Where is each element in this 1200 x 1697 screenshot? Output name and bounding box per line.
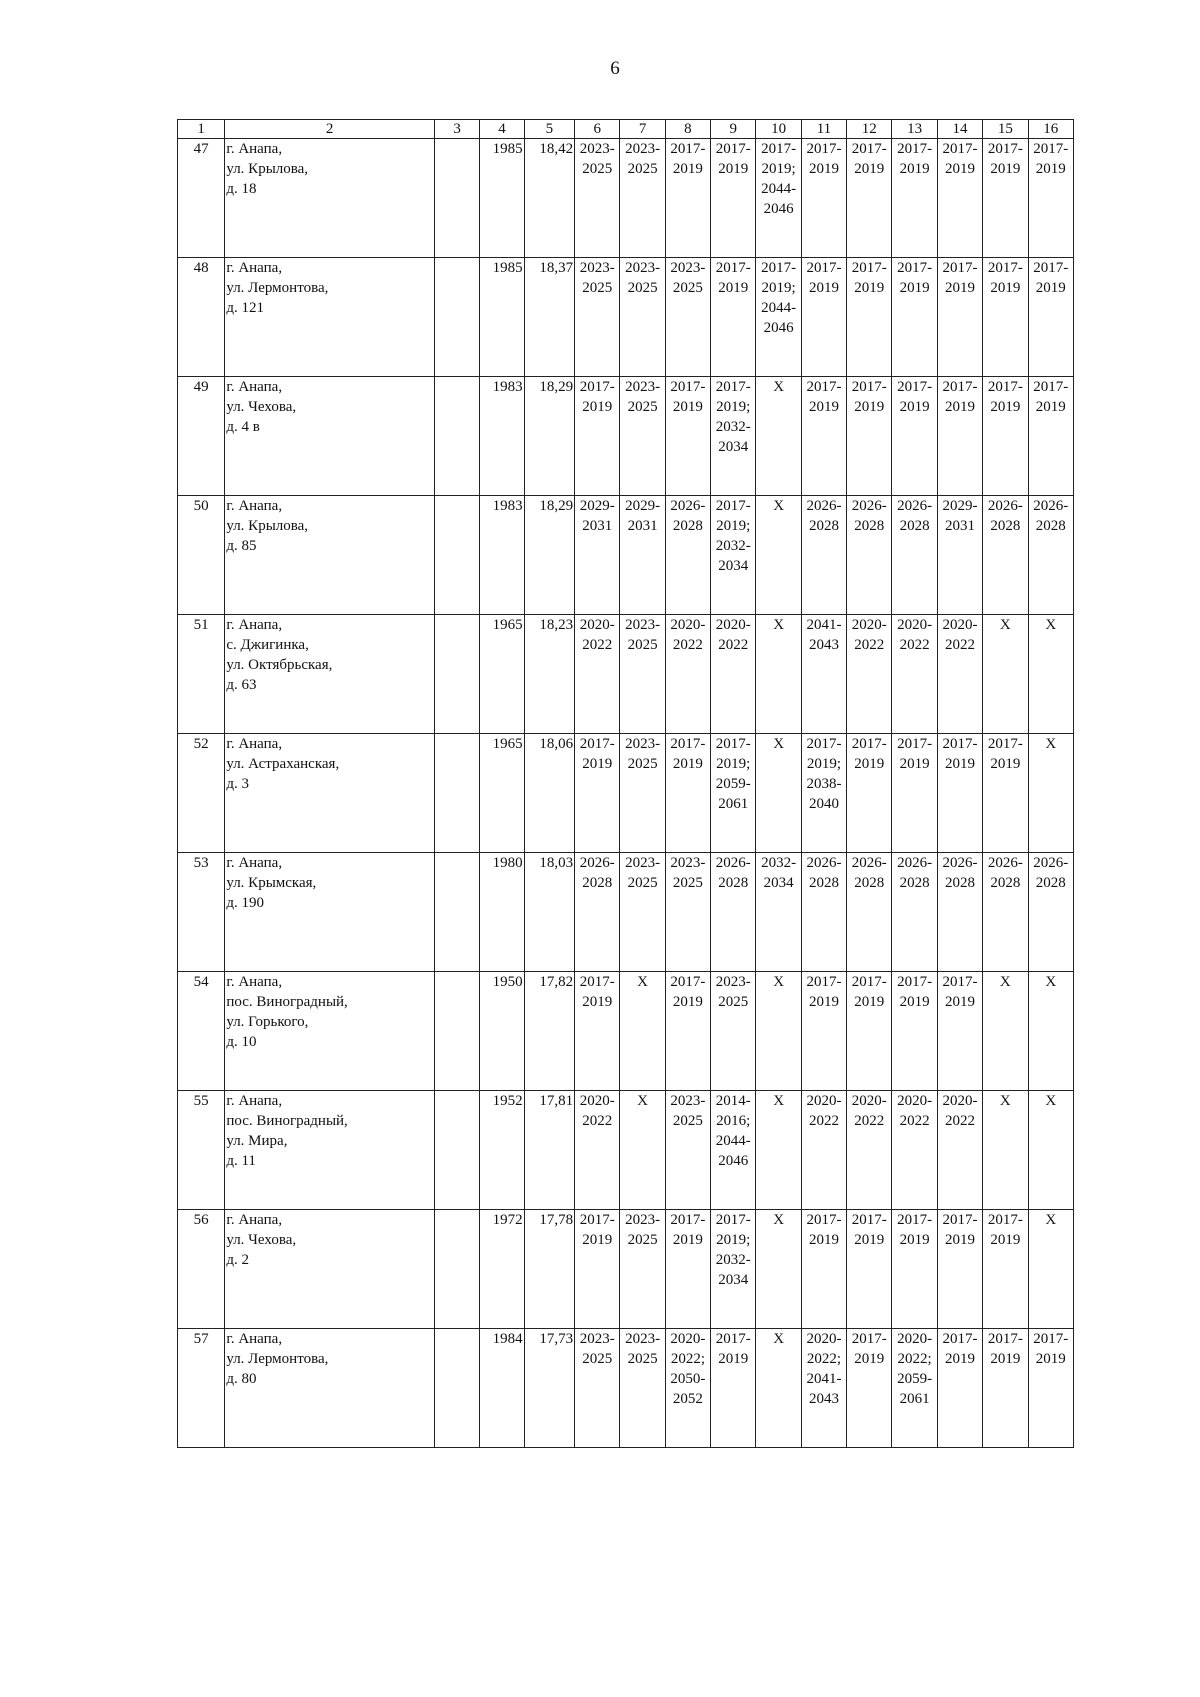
row-number: 57	[178, 1329, 225, 1448]
period-cell-col-16: 2026- 2028	[1028, 853, 1074, 972]
period-cell-col-11: 2041- 2043	[801, 615, 846, 734]
period-cell-col-13: 2017- 2019	[892, 258, 937, 377]
period-cell-col-13: 2020- 2022	[892, 1091, 937, 1210]
column-header-15: 15	[983, 120, 1028, 139]
address-line: пос. Виноградный,	[226, 1113, 348, 1129]
year-cell: 1980	[480, 853, 524, 972]
period-cell-col-13: 2017- 2019	[892, 734, 937, 853]
period-cell-col-11: 2017- 2019	[801, 139, 846, 258]
period-cell-col-6: 2023- 2025	[575, 139, 620, 258]
period-cell-col-7: 2023- 2025	[620, 377, 665, 496]
address-line: г. Анапа,	[226, 736, 283, 752]
period-cell-col-16: Х	[1028, 734, 1074, 853]
period-cell-col-7: 2023- 2025	[620, 139, 665, 258]
period-cell-col-13: 2026- 2028	[892, 853, 937, 972]
column-3-cell	[434, 496, 479, 615]
period-cell-col-13: 2017- 2019	[892, 377, 937, 496]
period-cell-col-14: 2020- 2022	[937, 615, 982, 734]
column-header-5: 5	[524, 120, 574, 139]
period-cell-col-9: 2017- 2019; 2059- 2061	[711, 734, 756, 853]
period-cell-col-8: 2017- 2019	[665, 139, 710, 258]
period-cell-col-8: 2020- 2022	[665, 615, 710, 734]
period-cell-col-7: 2023- 2025	[620, 1210, 665, 1329]
period-cell-col-8: 2026- 2028	[665, 496, 710, 615]
address-line: д. 80	[226, 1371, 257, 1387]
period-cell-col-16: 2017- 2019	[1028, 1329, 1074, 1448]
period-cell-col-13: 2026- 2028	[892, 496, 937, 615]
address-line: г. Анапа,	[226, 617, 283, 633]
period-cell-col-15: Х	[983, 972, 1028, 1091]
period-cell-col-11: 2017- 2019	[801, 972, 846, 1091]
address-line: г. Анапа,	[226, 260, 283, 276]
period-cell-col-13: 2017- 2019	[892, 972, 937, 1091]
column-3-cell	[434, 1091, 479, 1210]
period-cell-col-14: 2017- 2019	[937, 734, 982, 853]
period-cell-col-10: Х	[756, 972, 801, 1091]
period-cell-col-8: 2017- 2019	[665, 1210, 710, 1329]
row-number: 49	[178, 377, 225, 496]
period-cell-col-12: 2026- 2028	[847, 853, 892, 972]
period-cell-col-9: 2017- 2019; 2032- 2034	[711, 1210, 756, 1329]
column-3-cell	[434, 615, 479, 734]
period-cell-col-11: 2017- 2019	[801, 377, 846, 496]
address-cell	[225, 377, 435, 496]
period-cell-col-6: 2020- 2022	[575, 1091, 620, 1210]
period-cell-col-16: 2017- 2019	[1028, 377, 1074, 496]
period-cell-col-8: 2020- 2022; 2050- 2052	[665, 1329, 710, 1448]
column-3-cell	[434, 1329, 479, 1448]
period-cell-col-6: 2023- 2025	[575, 1329, 620, 1448]
address-line: д. 85	[226, 538, 257, 554]
period-cell-col-11: 2017- 2019	[801, 1210, 846, 1329]
address-line: д. 10	[226, 1034, 257, 1050]
column-header-6: 6	[575, 120, 620, 139]
period-cell-col-15: 2017- 2019	[983, 377, 1028, 496]
column-header-1: 1	[178, 120, 225, 139]
period-cell-col-10: Х	[756, 734, 801, 853]
period-cell-col-10: 2017- 2019; 2044- 2046	[756, 258, 801, 377]
period-cell-col-14: 2017- 2019	[937, 1329, 982, 1448]
table-row	[178, 1091, 1074, 1210]
column-header-16: 16	[1028, 120, 1074, 139]
row-number: 51	[178, 615, 225, 734]
address-cell	[225, 496, 435, 615]
period-cell-col-13: 2020- 2022	[892, 615, 937, 734]
period-cell-col-9: 2017- 2019; 2032- 2034	[711, 377, 756, 496]
period-cell-col-14: 2020- 2022	[937, 1091, 982, 1210]
period-cell-col-16: Х	[1028, 1091, 1074, 1210]
address-line: д. 2	[226, 1252, 249, 1268]
period-cell-col-9: 2020- 2022	[711, 615, 756, 734]
period-cell-col-14: 2017- 2019	[937, 258, 982, 377]
address-line: д. 190	[226, 895, 264, 911]
address-cell	[225, 972, 435, 1091]
period-cell-col-12: 2017- 2019	[847, 734, 892, 853]
column-3-cell	[434, 853, 479, 972]
address-cell	[225, 1091, 435, 1210]
year-cell: 1950	[480, 972, 524, 1091]
period-cell-col-10: Х	[756, 1329, 801, 1448]
period-cell-col-10: 2017- 2019; 2044- 2046	[756, 139, 801, 258]
address-cell	[225, 853, 435, 972]
address-line: г. Анапа,	[226, 379, 283, 395]
period-cell-col-6: 2023- 2025	[575, 258, 620, 377]
column-header-4: 4	[480, 120, 524, 139]
address-line: ул. Лермонтова,	[226, 1351, 329, 1367]
table-row	[178, 139, 1074, 258]
period-cell-col-10: 2032- 2034	[756, 853, 801, 972]
column-header-13: 13	[892, 120, 937, 139]
period-cell-col-10: Х	[756, 1091, 801, 1210]
period-cell-col-16: 2026- 2028	[1028, 496, 1074, 615]
period-cell-col-6: 2017- 2019	[575, 377, 620, 496]
period-cell-col-15: 2026- 2028	[983, 853, 1028, 972]
period-cell-col-6: 2017- 2019	[575, 1210, 620, 1329]
row-number: 47	[178, 139, 225, 258]
address-line: ул. Крылова,	[226, 161, 309, 177]
table-row	[178, 377, 1074, 496]
address-line: пос. Виноградный,	[226, 994, 348, 1010]
row-number: 54	[178, 972, 225, 1091]
value-cell: 17,73	[524, 1329, 574, 1448]
value-cell: 17,81	[524, 1091, 574, 1210]
period-cell-col-14: 2017- 2019	[937, 1210, 982, 1329]
period-cell-col-15: 2017- 2019	[983, 139, 1028, 258]
address-cell	[225, 1210, 435, 1329]
row-number: 55	[178, 1091, 225, 1210]
table-row	[178, 972, 1074, 1091]
table-row	[178, 1329, 1074, 1448]
period-cell-col-12: 2026- 2028	[847, 496, 892, 615]
period-cell-col-8: 2023- 2025	[665, 258, 710, 377]
address-line: ул. Горького,	[226, 1014, 309, 1030]
period-cell-col-7: 2023- 2025	[620, 734, 665, 853]
period-cell-col-14: 2017- 2019	[937, 139, 982, 258]
page-number: 6	[610, 58, 620, 79]
year-cell: 1972	[480, 1210, 524, 1329]
period-cell-col-8: 2017- 2019	[665, 972, 710, 1091]
address-line: д. 18	[226, 181, 257, 197]
address-line: д. 3	[226, 776, 249, 792]
year-cell: 1965	[480, 734, 524, 853]
year-cell: 1965	[480, 615, 524, 734]
year-cell: 1984	[480, 1329, 524, 1448]
period-cell-col-12: 2017- 2019	[847, 972, 892, 1091]
period-cell-col-7: 2023- 2025	[620, 615, 665, 734]
period-cell-col-9: 2017- 2019; 2032- 2034	[711, 496, 756, 615]
period-cell-col-14: 2029- 2031	[937, 496, 982, 615]
address-line: ул. Астраханская,	[226, 756, 340, 772]
period-cell-col-13: 2017- 2019	[892, 139, 937, 258]
period-cell-col-12: 2017- 2019	[847, 139, 892, 258]
period-cell-col-13: 2017- 2019	[892, 1210, 937, 1329]
period-cell-col-14: 2026- 2028	[937, 853, 982, 972]
value-cell: 17,78	[524, 1210, 574, 1329]
address-line: ул. Лермонтова,	[226, 280, 329, 296]
period-cell-col-7: 2023- 2025	[620, 853, 665, 972]
period-cell-col-16: 2017- 2019	[1028, 258, 1074, 377]
address-line: д. 4 в	[226, 419, 260, 435]
period-cell-col-9: 2026- 2028	[711, 853, 756, 972]
period-cell-col-7: 2023- 2025	[620, 258, 665, 377]
period-cell-col-9: 2017- 2019	[711, 258, 756, 377]
period-cell-col-16: Х	[1028, 1210, 1074, 1329]
address-line: д. 11	[226, 1153, 256, 1169]
column-3-cell	[434, 139, 479, 258]
column-3-cell	[434, 258, 479, 377]
column-header-10: 10	[756, 120, 801, 139]
period-cell-col-6: 2029- 2031	[575, 496, 620, 615]
period-cell-col-8: 2023- 2025	[665, 853, 710, 972]
period-cell-col-16: Х	[1028, 615, 1074, 734]
address-line: ул. Чехова,	[226, 399, 297, 415]
period-cell-col-11: 2017- 2019	[801, 258, 846, 377]
column-3-cell	[434, 734, 479, 853]
row-number: 53	[178, 853, 225, 972]
address-line: ул. Октябрьская,	[226, 657, 333, 673]
value-cell: 18,37	[524, 258, 574, 377]
value-cell: 18,06	[524, 734, 574, 853]
period-cell-col-13: 2020- 2022; 2059- 2061	[892, 1329, 937, 1448]
period-cell-col-16: 2017- 2019	[1028, 139, 1074, 258]
header-row	[178, 120, 1074, 139]
table-row	[178, 615, 1074, 734]
table-row	[178, 1210, 1074, 1329]
column-header-12: 12	[847, 120, 892, 139]
value-cell: 17,82	[524, 972, 574, 1091]
period-cell-col-11: 2020- 2022; 2041- 2043	[801, 1329, 846, 1448]
data-table	[177, 119, 1074, 1448]
period-cell-col-11: 2017- 2019; 2038- 2040	[801, 734, 846, 853]
row-number: 48	[178, 258, 225, 377]
value-cell: 18,03	[524, 853, 574, 972]
period-cell-col-12: 2017- 2019	[847, 258, 892, 377]
column-header-11: 11	[801, 120, 846, 139]
period-cell-col-11: 2026- 2028	[801, 853, 846, 972]
column-3-cell	[434, 1210, 479, 1329]
period-cell-col-12: 2020- 2022	[847, 615, 892, 734]
address-line: ул. Мира,	[226, 1133, 288, 1149]
column-header-9: 9	[711, 120, 756, 139]
value-cell: 18,23	[524, 615, 574, 734]
table-row	[178, 496, 1074, 615]
period-cell-col-8: 2023- 2025	[665, 1091, 710, 1210]
row-number: 52	[178, 734, 225, 853]
table-row	[178, 258, 1074, 377]
period-cell-col-10: Х	[756, 1210, 801, 1329]
period-cell-col-6: 2020- 2022	[575, 615, 620, 734]
period-cell-col-7: 2029- 2031	[620, 496, 665, 615]
period-cell-col-8: 2017- 2019	[665, 377, 710, 496]
period-cell-col-6: 2017- 2019	[575, 734, 620, 853]
address-line: г. Анапа,	[226, 1093, 283, 1109]
period-cell-col-8: 2017- 2019	[665, 734, 710, 853]
period-cell-col-9: 2017- 2019	[711, 139, 756, 258]
period-cell-col-15: Х	[983, 1091, 1028, 1210]
address-cell	[225, 139, 435, 258]
period-cell-col-15: Х	[983, 615, 1028, 734]
address-line: г. Анапа,	[226, 855, 283, 871]
period-cell-col-6: 2017- 2019	[575, 972, 620, 1091]
value-cell: 18,42	[524, 139, 574, 258]
row-number: 56	[178, 1210, 225, 1329]
address-line: д. 63	[226, 677, 257, 693]
table-row	[178, 853, 1074, 972]
period-cell-col-15: 2017- 2019	[983, 1329, 1028, 1448]
address-line: ул. Крылова,	[226, 518, 309, 534]
column-3-cell	[434, 377, 479, 496]
address-line: д. 121	[226, 300, 264, 316]
period-cell-col-11: 2026- 2028	[801, 496, 846, 615]
column-header-7: 7	[620, 120, 665, 139]
period-cell-col-12: 2020- 2022	[847, 1091, 892, 1210]
address-cell	[225, 734, 435, 853]
period-cell-col-7: 2023- 2025	[620, 1329, 665, 1448]
period-cell-col-15: 2017- 2019	[983, 1210, 1028, 1329]
row-number: 50	[178, 496, 225, 615]
year-cell: 1983	[480, 496, 524, 615]
period-cell-col-16: Х	[1028, 972, 1074, 1091]
column-header-3: 3	[434, 120, 479, 139]
address-cell	[225, 258, 435, 377]
address-cell	[225, 1329, 435, 1448]
period-cell-col-11: 2020- 2022	[801, 1091, 846, 1210]
column-header-14: 14	[937, 120, 982, 139]
year-cell: 1952	[480, 1091, 524, 1210]
period-cell-col-12: 2017- 2019	[847, 377, 892, 496]
year-cell: 1985	[480, 258, 524, 377]
address-line: с. Джигинка,	[226, 637, 309, 653]
year-cell: 1983	[480, 377, 524, 496]
address-line: г. Анапа,	[226, 141, 283, 157]
column-header-2: 2	[225, 120, 435, 139]
period-cell-col-14: 2017- 2019	[937, 972, 982, 1091]
period-cell-col-9: 2017- 2019	[711, 1329, 756, 1448]
period-cell-col-12: 2017- 2019	[847, 1329, 892, 1448]
address-line: г. Анапа,	[226, 498, 283, 514]
address-line: г. Анапа,	[226, 1331, 283, 1347]
period-cell-col-10: Х	[756, 496, 801, 615]
period-cell-col-12: 2017- 2019	[847, 1210, 892, 1329]
address-line: ул. Крымская,	[226, 875, 317, 891]
period-cell-col-15: 2017- 2019	[983, 734, 1028, 853]
period-cell-col-10: Х	[756, 615, 801, 734]
table-row	[178, 734, 1074, 853]
table-body	[178, 139, 1074, 1448]
period-cell-col-7: Х	[620, 972, 665, 1091]
period-cell-col-15: 2026- 2028	[983, 496, 1028, 615]
column-header-8: 8	[665, 120, 710, 139]
address-line: г. Анапа,	[226, 974, 283, 990]
period-cell-col-9: 2023- 2025	[711, 972, 756, 1091]
address-line: г. Анапа,	[226, 1212, 283, 1228]
period-cell-col-10: Х	[756, 377, 801, 496]
value-cell: 18,29	[524, 496, 574, 615]
period-cell-col-14: 2017- 2019	[937, 377, 982, 496]
address-cell	[225, 615, 435, 734]
year-cell: 1985	[480, 139, 524, 258]
period-cell-col-9: 2014- 2016; 2044- 2046	[711, 1091, 756, 1210]
value-cell: 18,29	[524, 377, 574, 496]
column-3-cell	[434, 972, 479, 1091]
address-line: ул. Чехова,	[226, 1232, 297, 1248]
period-cell-col-15: 2017- 2019	[983, 258, 1028, 377]
period-cell-col-6: 2026- 2028	[575, 853, 620, 972]
period-cell-col-7: Х	[620, 1091, 665, 1210]
